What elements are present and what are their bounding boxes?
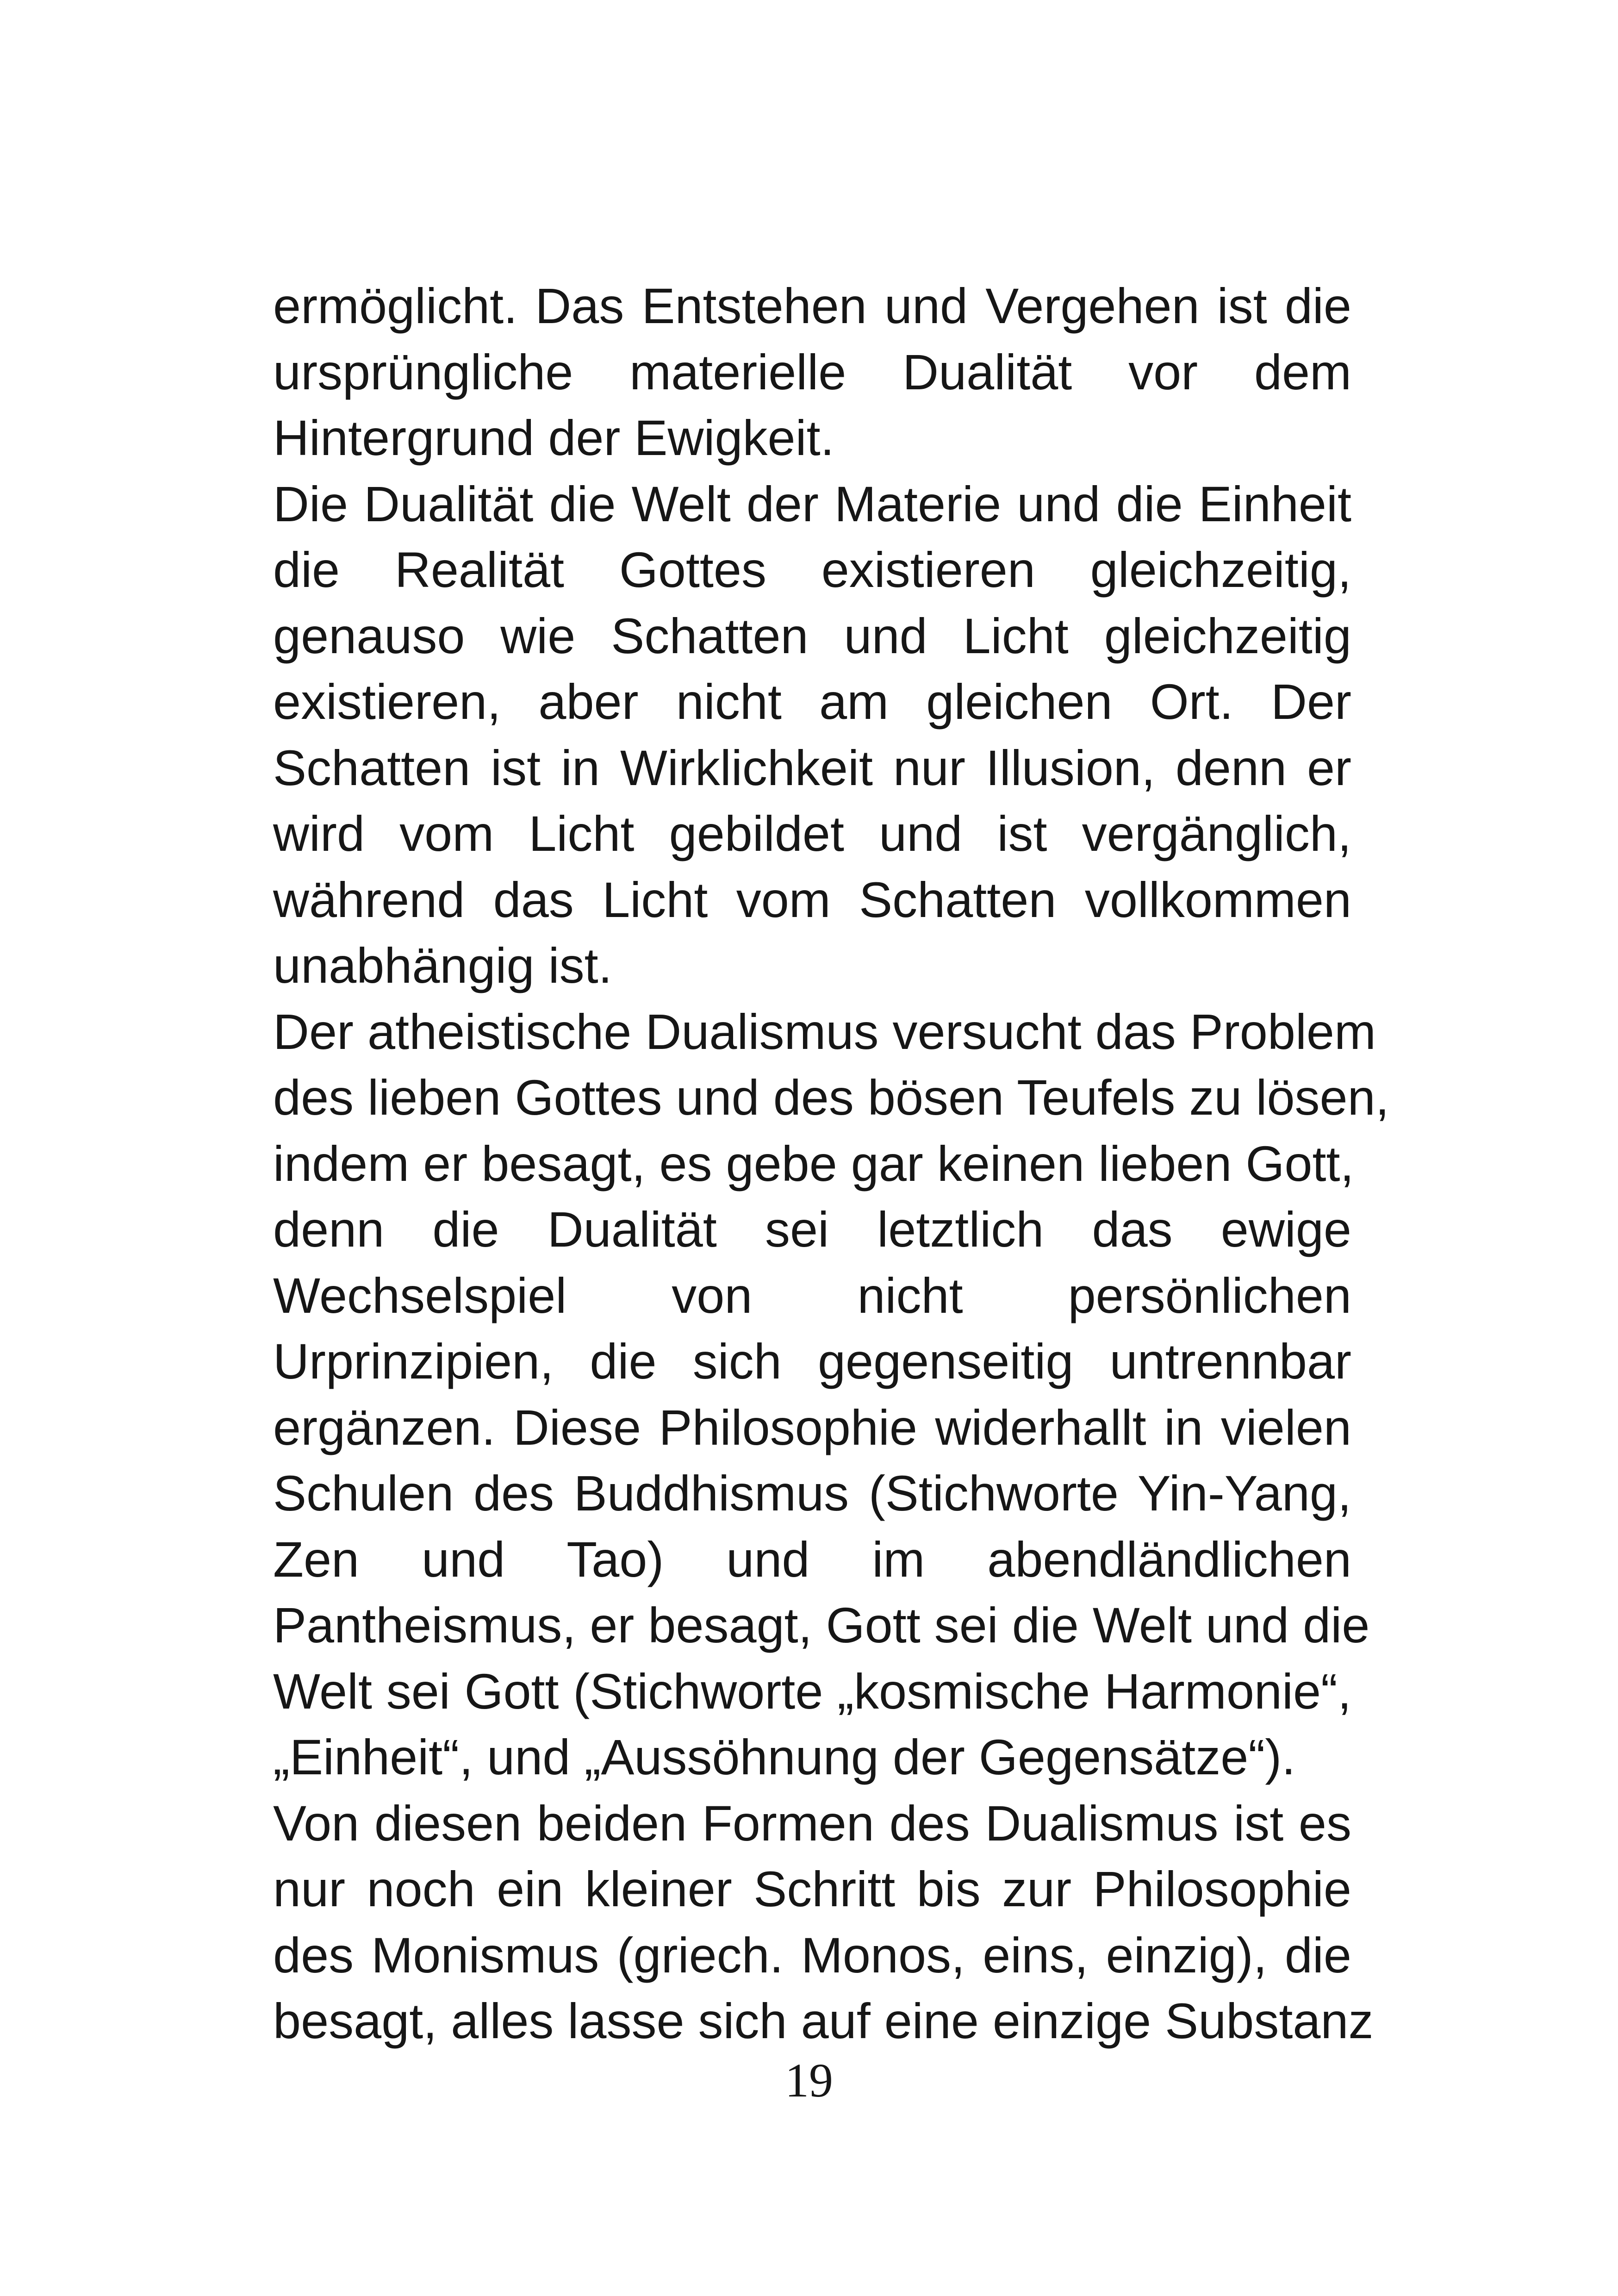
text-line: des lieben Gottes und des bösen Teufels zu lösen, [273,1069,1389,1125]
text-line: Die Dualität die Welt der Materie und die Einheit [273,475,1351,532]
text-line: Urprinzipien, die sich gegenseitig untrennbar [273,1333,1351,1389]
text-line: denn die Dualität sei letztlich das ewige [273,1201,1351,1257]
text-line: wird vom Licht gebildet und ist vergänglich, [273,805,1351,861]
text-line: existieren, aber nicht am gleichen Ort. Der [273,674,1351,730]
body-text [273,273,1389,2054]
text-line: genauso wie Schatten und Licht gleichzeitig [273,607,1351,664]
paragraph [273,1791,1374,2054]
text-line: Pantheismus, er besagt, Gott sei die Welt und die [273,1597,1370,1653]
paragraph [273,471,1351,999]
text-line: unabhängig ist. [273,937,612,993]
text-line: Zen und Tao) und im abendländlichen [273,1531,1351,1587]
text-line: ursprüngliche materielle Dualität vor dem [273,343,1351,400]
text-line: „Einheit“, und „Aussöhnung der Gegensätze“). [273,1729,1296,1785]
text-line: Schulen des Buddhismus (Stichworte Yin-Yang, [273,1465,1351,1521]
text-line: Der atheistische Dualismus versucht das Problem [273,1003,1376,1060]
paragraph [273,999,1389,1791]
text-line: Welt sei Gott (Stichworte „kosmische Harmonie“, [273,1663,1351,1719]
text-line: nur noch ein kleiner Schritt bis zur Philosophie [273,1861,1351,1917]
text-line: ermöglicht. Das Entstehen und Vergehen ist die [273,278,1351,334]
text-line: Hintergrund der Ewigkeit. [273,410,834,466]
text-line: besagt, alles lasse sich auf eine einzige Substanz [273,1993,1374,2049]
text-line: indem er besagt, es gebe gar keinen lieben Gott, [273,1135,1354,1192]
text-line: Schatten ist in Wirklichkeit nur Illusion, denn er [273,739,1351,796]
text-line: die Realität Gottes existieren gleichzeitig, [273,542,1351,598]
text-line: während das Licht vom Schatten vollkommen [273,871,1351,928]
text-line: ergänzen. Diese Philosophie widerhallt in vielen [273,1399,1351,1455]
page-number: 19 [785,2054,833,2107]
paragraph [273,273,1351,471]
text-line: Von diesen beiden Formen des Dualismus ist es [273,1795,1351,1851]
text-line: des Monismus (griech. Monos, eins, einzig), die [273,1927,1351,1983]
text-line: Wechselspiel von nicht persönlichen [273,1267,1351,1323]
